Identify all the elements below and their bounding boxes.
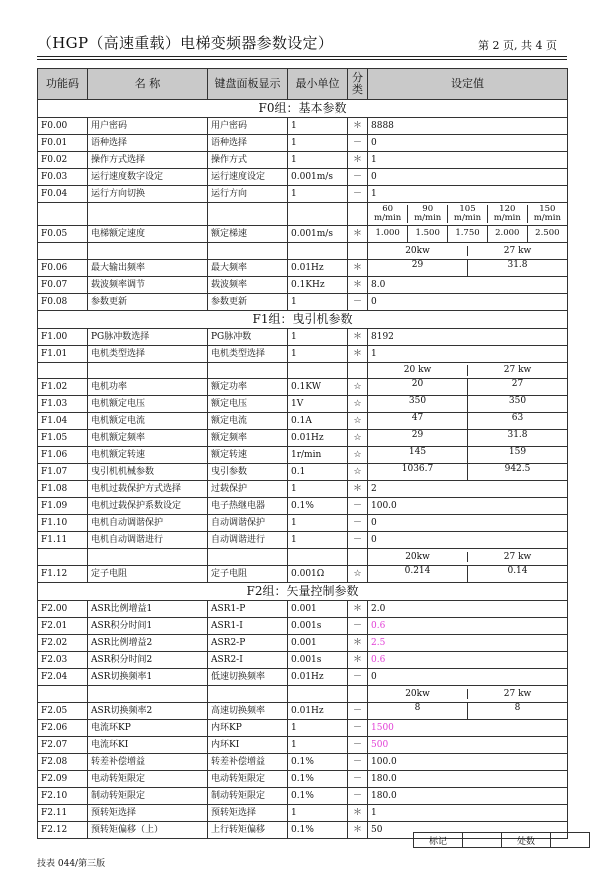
cell-value: 20 27 bbox=[368, 379, 568, 396]
cell-unit: 0.01Hz bbox=[288, 703, 348, 720]
cell-code: F0.04 bbox=[38, 186, 88, 203]
cell-unit: 0.01Hz bbox=[288, 669, 348, 686]
col-header-name: 名 称 bbox=[88, 69, 208, 100]
cell-display: 定子电阻 bbox=[208, 566, 288, 583]
cell-class: － bbox=[348, 737, 368, 754]
cell-code: F2.11 bbox=[38, 805, 88, 822]
cell-unit: 1 bbox=[288, 118, 348, 135]
cell-value: 1036.7 942.5 bbox=[368, 464, 568, 481]
cell-display: 高速切换频率 bbox=[208, 703, 288, 720]
cell-value: 8.0 bbox=[368, 277, 568, 294]
stamp-count-value bbox=[551, 833, 590, 848]
cell-unit: 1 bbox=[288, 805, 348, 822]
cell-value: 0 bbox=[368, 135, 568, 152]
cell-name: ASR切换频率1 bbox=[88, 669, 208, 686]
col-header-value: 设定值 bbox=[368, 69, 568, 100]
cell-value: 2 bbox=[368, 481, 568, 498]
cell-display: 过载保护 bbox=[208, 481, 288, 498]
cell-value: 0 bbox=[368, 294, 568, 311]
table-row bbox=[38, 720, 568, 737]
cell-code: F1.03 bbox=[38, 396, 88, 413]
cell-class: － bbox=[348, 135, 368, 152]
cell-code: F2.05 bbox=[38, 703, 88, 720]
table-row bbox=[38, 379, 568, 396]
cell-name: 最大输出频率 bbox=[88, 260, 208, 277]
cell-name: ASR比例增益1 bbox=[88, 601, 208, 618]
cell-unit: 0.001Ω bbox=[288, 566, 348, 583]
cell-value: 2.5 bbox=[368, 635, 568, 652]
parameter-table bbox=[37, 68, 568, 839]
cell-class: － bbox=[348, 169, 368, 186]
speed-header-row bbox=[38, 203, 568, 226]
table-row bbox=[38, 618, 568, 635]
cell-display: ASR2-I bbox=[208, 652, 288, 669]
table-row bbox=[38, 737, 568, 754]
cell-unit: 0.1 bbox=[288, 464, 348, 481]
cell-name: 电动转矩限定 bbox=[88, 771, 208, 788]
cell-unit: 0.1% bbox=[288, 822, 348, 839]
cell-class: － bbox=[348, 771, 368, 788]
cell-display: 内环KP bbox=[208, 720, 288, 737]
power-header-row: 20kw 27 kw bbox=[38, 243, 568, 260]
cell-unit: 0.1KHz bbox=[288, 277, 348, 294]
cell-code: F2.04 bbox=[38, 669, 88, 686]
table-row bbox=[38, 771, 568, 788]
table-row bbox=[38, 515, 568, 532]
cell-class: － bbox=[348, 186, 368, 203]
cell-value: 0 bbox=[368, 169, 568, 186]
cell-unit: 1 bbox=[288, 720, 348, 737]
cell-code: F2.01 bbox=[38, 618, 88, 635]
cell-class: － bbox=[348, 754, 368, 771]
cell-code: F0.00 bbox=[38, 118, 88, 135]
cell-code: F1.02 bbox=[38, 379, 88, 396]
cell-unit: 0.1% bbox=[288, 788, 348, 805]
cell-display: 额定转速 bbox=[208, 447, 288, 464]
cell-display: 1.750 bbox=[448, 226, 488, 242]
table-row bbox=[38, 601, 568, 618]
cell-value: 0 bbox=[368, 532, 568, 549]
cell-class: － bbox=[348, 498, 368, 515]
cell-name: 电机自动调谐保护 bbox=[88, 515, 208, 532]
cell-name: 用户密码 bbox=[88, 118, 208, 135]
cell-class: 2.500 bbox=[527, 226, 567, 242]
cell-display: 低速切换频率 bbox=[208, 669, 288, 686]
col-header-display: 键盘面板显示 bbox=[208, 69, 288, 100]
cell-name: 运行速度数字设定 bbox=[88, 169, 208, 186]
cell-unit: 1 bbox=[288, 186, 348, 203]
cell-class: ＊ bbox=[348, 277, 368, 294]
cell-class: ＊ bbox=[348, 652, 368, 669]
cell-value: 1 bbox=[368, 346, 568, 363]
cell-class: － bbox=[348, 618, 368, 635]
cell-code: F0.06 bbox=[38, 260, 88, 277]
cell-name: 电流环KP bbox=[88, 720, 208, 737]
cell-display: 运行速度设定 bbox=[208, 169, 288, 186]
cell-code: F0.07 bbox=[38, 277, 88, 294]
cell-name: 参数更新 bbox=[88, 294, 208, 311]
cell-name: 预转矩偏移（上） bbox=[88, 822, 208, 839]
cell-value: 0.214 0.14 bbox=[368, 566, 568, 583]
col-header-class: 分类 bbox=[348, 69, 368, 100]
power-header-row: 20kw 27 kw bbox=[38, 686, 568, 703]
cell-name: 电机类型选择 bbox=[88, 346, 208, 363]
cell-display: 电动转矩限定 bbox=[208, 771, 288, 788]
cell-display: 电子热继电器 bbox=[208, 498, 288, 515]
cell-code: F0.05 bbox=[38, 226, 88, 243]
cell-code: F1.05 bbox=[38, 430, 88, 447]
cell-display: 参数更新 bbox=[208, 294, 288, 311]
cell-code: F0.01 bbox=[38, 135, 88, 152]
cell-name: 制动转矩限定 bbox=[88, 788, 208, 805]
cell-display: 载波频率 bbox=[208, 277, 288, 294]
table-row bbox=[38, 532, 568, 549]
cell-value: 145 159 bbox=[368, 447, 568, 464]
cell-class: － bbox=[348, 532, 368, 549]
cell-display: 额定电流 bbox=[208, 413, 288, 430]
stamp-count-label: 处数 bbox=[502, 833, 551, 848]
cell-code: F1.11 bbox=[38, 532, 88, 549]
table-row bbox=[38, 135, 568, 152]
cell-code: F1.09 bbox=[38, 498, 88, 515]
cell-value: 29 31.8 bbox=[368, 260, 568, 277]
group-heading-f1: F1组：曳引机参数 bbox=[38, 311, 568, 329]
cell-code: 1.000 bbox=[375, 228, 400, 239]
cell-class: ☆ bbox=[348, 430, 368, 447]
table-row bbox=[38, 498, 568, 515]
cell-unit: 1r/min bbox=[288, 447, 348, 464]
cell-name: 电梯额定速度 bbox=[88, 226, 208, 243]
cell-display: 额定频率 bbox=[208, 430, 288, 447]
table-row bbox=[38, 294, 568, 311]
cell-unit: 0.001m/s bbox=[288, 226, 348, 243]
cell-code: F1.08 bbox=[38, 481, 88, 498]
power-header-row: 20kw 27 kw bbox=[38, 549, 568, 566]
header-rule bbox=[37, 56, 567, 57]
cell-code: F2.06 bbox=[38, 720, 88, 737]
cell-value: 47 63 bbox=[368, 413, 568, 430]
cell-unit: 1 bbox=[288, 346, 348, 363]
cell-unit: 0.001m/s bbox=[288, 169, 348, 186]
cell-name: 电机额定电压 bbox=[88, 396, 208, 413]
cell-unit: 1 bbox=[288, 532, 348, 549]
col-header-unit: 最小单位 bbox=[288, 69, 348, 100]
col-header-code: 功能码 bbox=[38, 69, 88, 100]
cell-display: 曳引参数 bbox=[208, 464, 288, 481]
cell-class: ＊ bbox=[348, 118, 368, 135]
cell-code: F2.03 bbox=[38, 652, 88, 669]
cell-name: 定子电阻 bbox=[88, 566, 208, 583]
cell-unit: 0.01Hz bbox=[288, 260, 348, 277]
table-row bbox=[38, 805, 568, 822]
table-row bbox=[38, 754, 568, 771]
revision-stamp bbox=[413, 832, 590, 848]
cell-unit: 0.1% bbox=[288, 754, 348, 771]
cell-class: － bbox=[348, 720, 368, 737]
cell-code: F2.10 bbox=[38, 788, 88, 805]
cell-value: 0 bbox=[368, 515, 568, 532]
cell-display: 最大频率 bbox=[208, 260, 288, 277]
footer-form-number: 技表 044/第三版 bbox=[37, 859, 106, 869]
cell-value: 500 bbox=[368, 737, 568, 754]
cell-display: ASR1-P bbox=[208, 601, 288, 618]
cell-value: 0 bbox=[368, 669, 568, 686]
cell-display: 电机类型选择 bbox=[208, 346, 288, 363]
cell-unit: 0.001 bbox=[288, 635, 348, 652]
cell-class: － bbox=[348, 788, 368, 805]
cell-class: ☆ bbox=[348, 413, 368, 430]
cell-code: F1.10 bbox=[38, 515, 88, 532]
cell-class: － bbox=[348, 515, 368, 532]
cell-class: ☆ bbox=[348, 379, 368, 396]
cell-code: F1.04 bbox=[38, 413, 88, 430]
cell-display: 转差补偿增益 bbox=[208, 754, 288, 771]
cell-name: 1.500 bbox=[408, 226, 448, 242]
cell-value: 1 bbox=[368, 152, 568, 169]
cell-display: 运行方向 bbox=[208, 186, 288, 203]
cell-display: 用户密码 bbox=[208, 118, 288, 135]
page-number: 第 2 页, 共 4 页 bbox=[478, 39, 557, 52]
cell-unit: 0.1KW bbox=[288, 379, 348, 396]
cell-display: 额定梯速 bbox=[208, 226, 288, 243]
stamp-mark-label: 标记 bbox=[414, 833, 463, 848]
cell-value: 8888 bbox=[368, 118, 568, 135]
cell-display: 内环KI bbox=[208, 737, 288, 754]
cell-class: － bbox=[348, 669, 368, 686]
cell-display: 额定电压 bbox=[208, 396, 288, 413]
cell-name: 电机额定转速 bbox=[88, 447, 208, 464]
cell-class: ＊ bbox=[348, 346, 368, 363]
cell-class: ＊ bbox=[348, 260, 368, 277]
cell-class: ＊ bbox=[348, 822, 368, 839]
cell-code: F1.00 bbox=[38, 329, 88, 346]
cell-display: ASR2-P bbox=[208, 635, 288, 652]
cell-value: 100.0 bbox=[368, 754, 568, 771]
document-title: （HGP（高速重载）电梯变频器参数设定） bbox=[37, 34, 334, 52]
cell-unit: 0.1% bbox=[288, 498, 348, 515]
cell-name: 转差补偿增益 bbox=[88, 754, 208, 771]
cell-display: 操作方式 bbox=[208, 152, 288, 169]
cell-value: 350 350 bbox=[368, 396, 568, 413]
cell-code: F0.08 bbox=[38, 294, 88, 311]
cell-value: 2.0 bbox=[368, 601, 568, 618]
cell-value: 100.0 bbox=[368, 498, 568, 515]
power-header-row: 20 kw 27 kw bbox=[38, 363, 568, 379]
cell-unit: 2.000 bbox=[487, 226, 527, 242]
cell-class: － bbox=[348, 703, 368, 720]
cell-code: F0.03 bbox=[38, 169, 88, 186]
cell-name: 语种选择 bbox=[88, 135, 208, 152]
cell-class: ＊ bbox=[348, 152, 368, 169]
cell-display: 自动调谐保护 bbox=[208, 515, 288, 532]
cell-unit: 0.001s bbox=[288, 652, 348, 669]
table-row bbox=[38, 481, 568, 498]
table-row bbox=[38, 186, 568, 203]
table-row bbox=[38, 447, 568, 464]
cell-class: ＊ bbox=[348, 481, 368, 498]
table-header-row bbox=[38, 69, 568, 100]
table-row bbox=[38, 346, 568, 363]
cell-display: 预转矩选择 bbox=[208, 805, 288, 822]
cell-code: F1.01 bbox=[38, 346, 88, 363]
cell-value: 1 bbox=[368, 186, 568, 203]
cell-name: ASR积分时间1 bbox=[88, 618, 208, 635]
page-header bbox=[0, 32, 605, 58]
table-row bbox=[38, 226, 568, 243]
cell-name: 电机过载保护方式选择 bbox=[88, 481, 208, 498]
cell-name: 曳引机机械参数 bbox=[88, 464, 208, 481]
cell-code: F2.07 bbox=[38, 737, 88, 754]
cell-name: 电机功率 bbox=[88, 379, 208, 396]
cell-value: 1500 bbox=[368, 720, 568, 737]
table-row bbox=[38, 277, 568, 294]
cell-name: ASR比例增益2 bbox=[88, 635, 208, 652]
cell-class: － bbox=[348, 294, 368, 311]
table-row bbox=[38, 396, 568, 413]
cell-value: 0.6 bbox=[368, 652, 568, 669]
cell-value: 29 31.8 bbox=[368, 430, 568, 447]
table-row bbox=[38, 413, 568, 430]
cell-value: 180.0 bbox=[368, 771, 568, 788]
cell-name: 电流环KI bbox=[88, 737, 208, 754]
speed-subtable-header: 60 m/min 90 m/min 105 m/min 120 m/min 150 m/min bbox=[368, 205, 567, 224]
cell-class: ＊ bbox=[348, 635, 368, 652]
cell-class: ＊ bbox=[348, 226, 368, 243]
header-rule-2 bbox=[37, 59, 567, 60]
cell-value: 50 bbox=[368, 822, 568, 839]
cell-name: ASR积分时间2 bbox=[88, 652, 208, 669]
cell-name: 运行方向切换 bbox=[88, 186, 208, 203]
cell-unit: 1 bbox=[288, 515, 348, 532]
cell-code: F2.12 bbox=[38, 822, 88, 839]
table-row bbox=[38, 260, 568, 277]
cell-name: 电机额定频率 bbox=[88, 430, 208, 447]
cell-code: F1.07 bbox=[38, 464, 88, 481]
cell-value: 0.6 bbox=[368, 618, 568, 635]
table-row bbox=[38, 703, 568, 720]
table-row bbox=[38, 669, 568, 686]
cell-unit: 1 bbox=[288, 737, 348, 754]
cell-name: 电机过载保护系数设定 bbox=[88, 498, 208, 515]
cell-display: ASR1-I bbox=[208, 618, 288, 635]
cell-value: 1 bbox=[368, 805, 568, 822]
cell-unit: 1 bbox=[288, 294, 348, 311]
cell-code: F0.02 bbox=[38, 152, 88, 169]
cell-name: PG脉冲数选择 bbox=[88, 329, 208, 346]
cell-unit: 0.01Hz bbox=[288, 430, 348, 447]
cell-name: 载波频率调节 bbox=[88, 277, 208, 294]
table-row bbox=[38, 788, 568, 805]
cell-name: 电机自动调谐进行 bbox=[88, 532, 208, 549]
table-row bbox=[38, 464, 568, 481]
table-row bbox=[38, 152, 568, 169]
cell-unit: 1 bbox=[288, 481, 348, 498]
table-row bbox=[38, 430, 568, 447]
cell-display: 语种选择 bbox=[208, 135, 288, 152]
stamp-mark-value bbox=[463, 833, 502, 848]
cell-unit: 1 bbox=[288, 329, 348, 346]
cell-unit: 1 bbox=[288, 152, 348, 169]
cell-value bbox=[368, 226, 568, 243]
cell-display: 自动调谐进行 bbox=[208, 532, 288, 549]
cell-code: F1.06 bbox=[38, 447, 88, 464]
cell-unit: 1V bbox=[288, 396, 348, 413]
table-row bbox=[38, 652, 568, 669]
cell-unit: 1 bbox=[288, 135, 348, 152]
cell-display: PG脉冲数 bbox=[208, 329, 288, 346]
cell-code: F2.02 bbox=[38, 635, 88, 652]
cell-name: 预转矩选择 bbox=[88, 805, 208, 822]
cell-class: ＊ bbox=[348, 329, 368, 346]
table-row bbox=[38, 169, 568, 186]
cell-value: 180.0 bbox=[368, 788, 568, 805]
cell-code: F2.08 bbox=[38, 754, 88, 771]
cell-unit: 0.001 bbox=[288, 601, 348, 618]
cell-class: ＊ bbox=[348, 805, 368, 822]
cell-name: ASR切换频率2 bbox=[88, 703, 208, 720]
cell-name: 操作方式选择 bbox=[88, 152, 208, 169]
cell-code: F2.00 bbox=[38, 601, 88, 618]
cell-name: 电机额定电流 bbox=[88, 413, 208, 430]
cell-display: 上行转矩偏移 bbox=[208, 822, 288, 839]
cell-class: ☆ bbox=[348, 396, 368, 413]
cell-unit: 0.1A bbox=[288, 413, 348, 430]
cell-class: ＊ bbox=[348, 601, 368, 618]
table-row bbox=[38, 329, 568, 346]
table-row bbox=[38, 566, 568, 583]
cell-unit: 0.1% bbox=[288, 771, 348, 788]
cell-unit: 0.001s bbox=[288, 618, 348, 635]
table-row bbox=[38, 118, 568, 135]
cell-class: ☆ bbox=[348, 447, 368, 464]
cell-class: ☆ bbox=[348, 566, 368, 583]
cell-display: 制动转矩限定 bbox=[208, 788, 288, 805]
group-heading-f2: F2组：矢量控制参数 bbox=[38, 583, 568, 601]
cell-value: 8 8 bbox=[368, 703, 568, 720]
cell-code: F1.12 bbox=[38, 566, 88, 583]
table-row bbox=[38, 635, 568, 652]
cell-code: F2.09 bbox=[38, 771, 88, 788]
group-heading-f0: F0组：基本参数 bbox=[38, 100, 568, 118]
speed-subtable-values bbox=[368, 226, 567, 242]
cell-class: ☆ bbox=[348, 464, 368, 481]
cell-display: 额定功率 bbox=[208, 379, 288, 396]
cell-value: 8192 bbox=[368, 329, 568, 346]
